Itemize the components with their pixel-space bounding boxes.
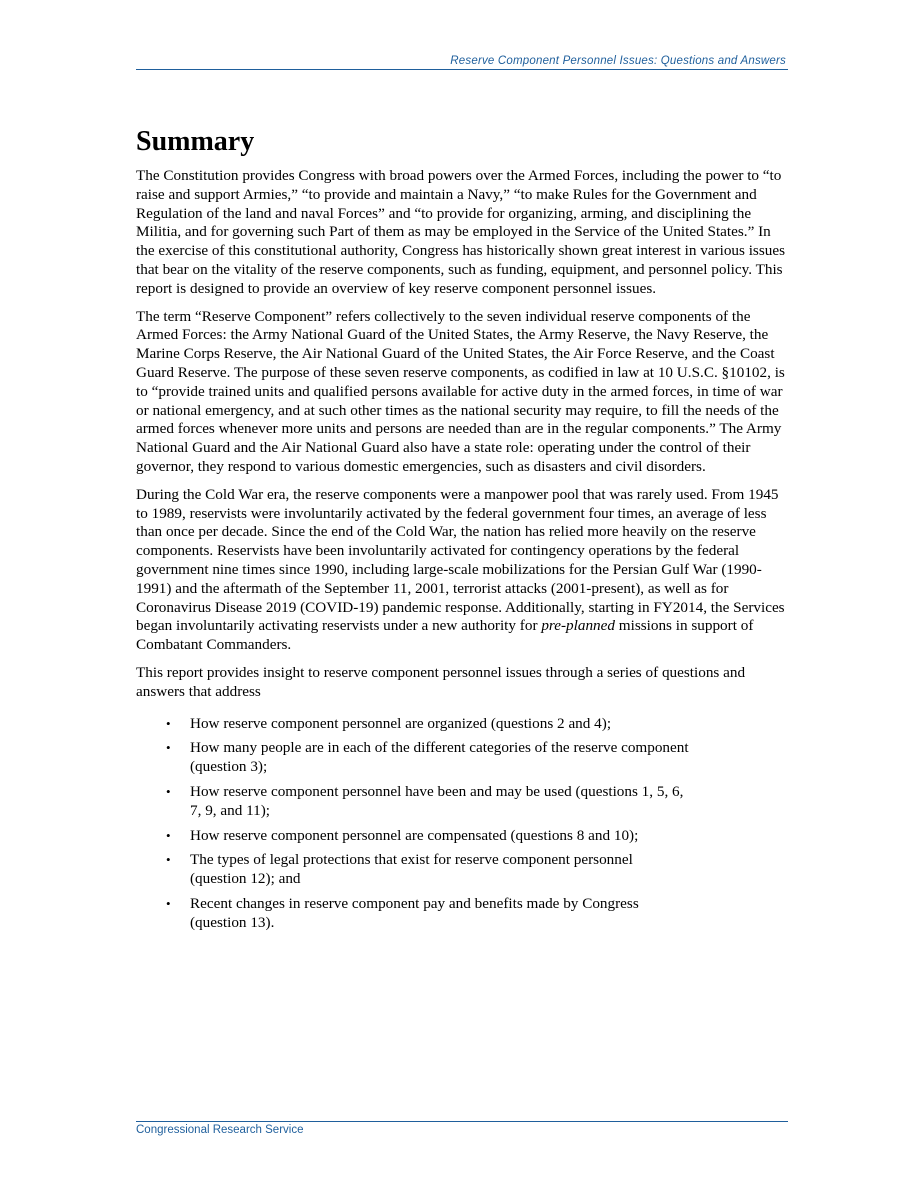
paragraph-3-italic-term: pre-planned [541,617,615,635]
list-item [136,827,690,846]
list-item [136,715,690,734]
running-header [136,54,788,70]
bullet-list [136,715,791,933]
list-item-text: How many people are in each of the different categories of the reserve component (question 3); [190,739,689,776]
list-item [136,895,690,933]
bullet-icon: • [166,852,171,868]
summary-paragraph-4: This report provides insight to reserve component personnel issues through a series of questions and answers that address [136,663,746,700]
paragraph-3-text-start: During the Cold War era, the reserve components were a manpower pool that was rarely used. From 1945 to 1989, reservists were involuntarily activated by the federal government four times, an average of less than once per decade. Since the end of the Cold War, the nation has relied more heavily on the reserve components. Reservists have been involuntarily activated for contingency operations by the federal government nine times since 1990, including large-scale mobilizations for the Persian Gulf War (1990-1991) and the aftermath of the September 11, 2001, terrorist attacks (2001-present), as well as for Coronavirus Disease 2019 (COVID-19) pandemic response. Additionally, starting in FY2014, the Services began involuntarily activating reservists under a new authority for [136,485,785,635]
bullet-icon: • [166,783,171,799]
bullet-icon: • [166,740,171,756]
list-item [136,851,690,889]
list-item-text: The types of legal protections that exist for reserve component personnel (question 12); and [190,851,633,888]
list-item-text: How reserve component personnel are organized (questions 2 and 4); [190,714,612,732]
summary-paragraph-1: The Constitution provides Congress with broad powers over the Armed Forces, including the power to “to raise and support Armies,” “to provide and maintain a Navy,” “to make Rules for the Government and Regulation of the land and naval Forces” and “to provide for organizing, arming, and disciplining the Militia, and for governing such Part of them as may be employed in the Service of the United States.” In the exercise of this constitutional authority, Congress has historically shown great interest in various issues that bear on the vitality of the reserve components, such as funding, equipment, and personnel policy. This report is designed to provide an overview of key reserve component personnel issues. [136,167,785,297]
page-title: Summary [136,126,255,157]
list-item [136,739,690,777]
running-title: Reserve Component Personnel Issues: Questions and Answers [450,55,786,67]
page-footer [136,1121,788,1136]
list-item-text: Recent changes in reserve component pay and benefits made by Congress (question 13). [190,894,639,931]
list-item [136,783,690,821]
bullet-icon: • [166,895,171,911]
paragraph-3-text-end: missions in support of Combatant Commanders. [136,617,754,654]
footer-organization: Congressional Research Service [136,1124,304,1136]
summary-paragraph-2: The term “Reserve Component” refers collectively to the seven individual reserve components of the Armed Forces: the Army National Guard of the United States, the Army Reserve, the Navy Reserve, the Marine Corps Reserve, the Air National Guard of the United States, the Air Force Reserve, and the Coast Guard Reserve. The purpose of these seven reserve components, as codified in law at 10 U.S.C. §10102, is to “provide trained units and qualified persons available for active duty in the armed forces, in time of war or national emergency, and at such other times as the national security may require, to fill the needs of the armed forces whenever more units and persons are needed than are in the regular components.” The Army National Guard and the Air National Guard also have a state role: operating under the control of their governor, they respond to various domestic emergencies, such as disasters and civil disorders. [136,307,785,475]
bullet-icon: • [166,827,171,843]
list-item-text: How reserve component personnel are compensated (questions 8 and 10); [190,826,639,844]
summary-section [136,126,791,938]
bullet-icon: • [166,715,171,731]
list-item-text: How reserve component personnel have been and may be used (questions 1, 5, 6, 7, 9, and 11); [190,782,684,819]
summary-paragraph-3 [136,486,791,655]
